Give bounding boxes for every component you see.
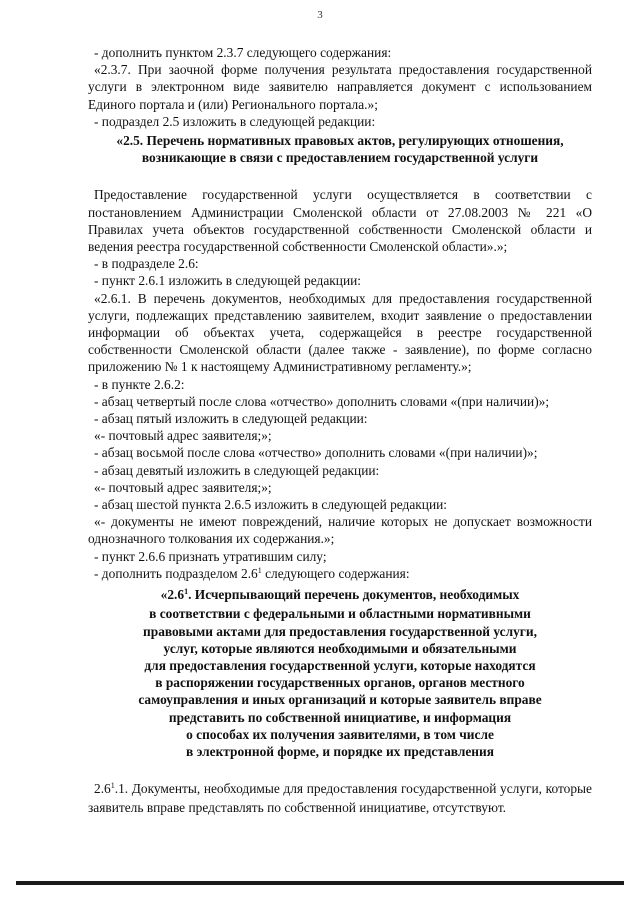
- paragraph: «- документы не имеют повреждений, наличие которых не допускает возможности однозначного толкования их содержания.»;: [88, 514, 592, 547]
- text-run: следующего содержания:: [261, 565, 410, 581]
- heading-line: «2.5. Перечень нормативных правовых актов, регулирующих отношения,: [116, 133, 564, 149]
- paragraph: [88, 780, 592, 816]
- paragraph: «2.3.7. При заочной форме получения результата предоставления государственной услуги в электронном виде заявителю направляется документ с использованием Единого портала и (или) Регионального портала.»;: [88, 62, 592, 112]
- heading-line: в электронной форме, и порядке их представления: [186, 743, 494, 759]
- paragraph: - абзац восьмой после слова «отчество» дополнить словами «(при наличии)»;: [94, 445, 538, 461]
- heading-line: для предоставления государственной услуги, которые находятся: [144, 657, 536, 673]
- bottom-scan-border: [16, 881, 624, 885]
- paragraph: - абзац девятый изложить в следующей редакции:: [94, 462, 380, 478]
- paragraph: - подраздел 2.5 изложить в следующей редакции:: [94, 113, 376, 129]
- spacer: [88, 166, 592, 186]
- superscript: 1: [110, 781, 115, 791]
- heading-line: самоуправления и иных организаций и которые заявитель вправе: [138, 692, 542, 708]
- heading-line: правовыми актами для предоставления государственной услуги,: [143, 623, 537, 639]
- spacer: [88, 760, 592, 780]
- paragraph: - пункт 2.6.1 изложить в следующей редакции:: [94, 273, 362, 289]
- text-run: - дополнить подразделом 2.6: [94, 565, 258, 581]
- paragraph: - в пункте 2.6.2:: [94, 376, 185, 392]
- heading-line: представить по собственной инициативе, и информация: [168, 709, 512, 725]
- heading-line: возникающие в связи с предоставлением государственной услуги: [141, 150, 539, 166]
- section-heading-2-5: [88, 132, 592, 166]
- text-run: 2.6: [94, 781, 111, 797]
- paragraph: - в подразделе 2.6:: [94, 256, 199, 272]
- paragraph: Предоставление государственной услуги осуществляется в соответствии с постановлением Администрации Смоленской области от 27.08.2003 № 221 «О Правилах учета объектов государственной собственности Смоленской области и ведения реестра государственной собственности Смоленской области».»;: [88, 187, 592, 255]
- text-run: «2.6: [160, 587, 185, 603]
- heading-line: в распоряжении государственных органов, органов местного: [155, 675, 525, 691]
- superscript: 1: [184, 587, 189, 597]
- section-heading-2-6-1: [88, 586, 592, 760]
- paragraph: - пункт 2.6.6 признать утратившим силу;: [94, 548, 327, 564]
- paragraph: - абзац шестой пункта 2.6.5 изложить в следующей редакции:: [94, 497, 448, 513]
- paragraph: [88, 565, 592, 584]
- heading-line: услуг, которые являются необходимыми и обязательными: [163, 640, 517, 656]
- page-number: 3: [317, 9, 323, 21]
- paragraph: - дополнить пунктом 2.3.7 следующего содержания:: [94, 45, 392, 60]
- text-run: . Исчерпывающий перечень документов, необходимых: [188, 587, 520, 603]
- heading-line: в соответствии с федеральными и областными нормативными: [149, 606, 531, 622]
- paragraph: «- почтовый адрес заявителя;»;: [94, 428, 272, 444]
- paragraph: «- почтовый адрес заявителя;»;: [94, 479, 272, 495]
- superscript: 1: [257, 565, 262, 575]
- heading-line: о способах их получения заявителями, в том числе: [186, 726, 494, 742]
- text-run: .1. Документы, необходимые для предоставления государственной услуги, которые заявитель вправе представлять по собственной инициативе, отсутствуют.: [88, 781, 592, 816]
- paragraph: - абзац пятый изложить в следующей редакции:: [94, 411, 368, 427]
- document-body: [88, 44, 592, 817]
- heading-line: [88, 586, 592, 605]
- paragraph: - абзац четвертый после слова «отчество» дополнить словами «(при наличии)»;: [94, 393, 550, 409]
- paragraph: «2.6.1. В перечень документов, необходимых для предоставления государственной услуги, подлежащих представлению заявителем, входит заявление о предоставлении информации об объектах учета, содержащейся в реестре государственной собственности Смоленской области (далее также - заявление), по форме согласно приложению № 1 к настоящему Административному регламенту.»;: [88, 290, 592, 375]
